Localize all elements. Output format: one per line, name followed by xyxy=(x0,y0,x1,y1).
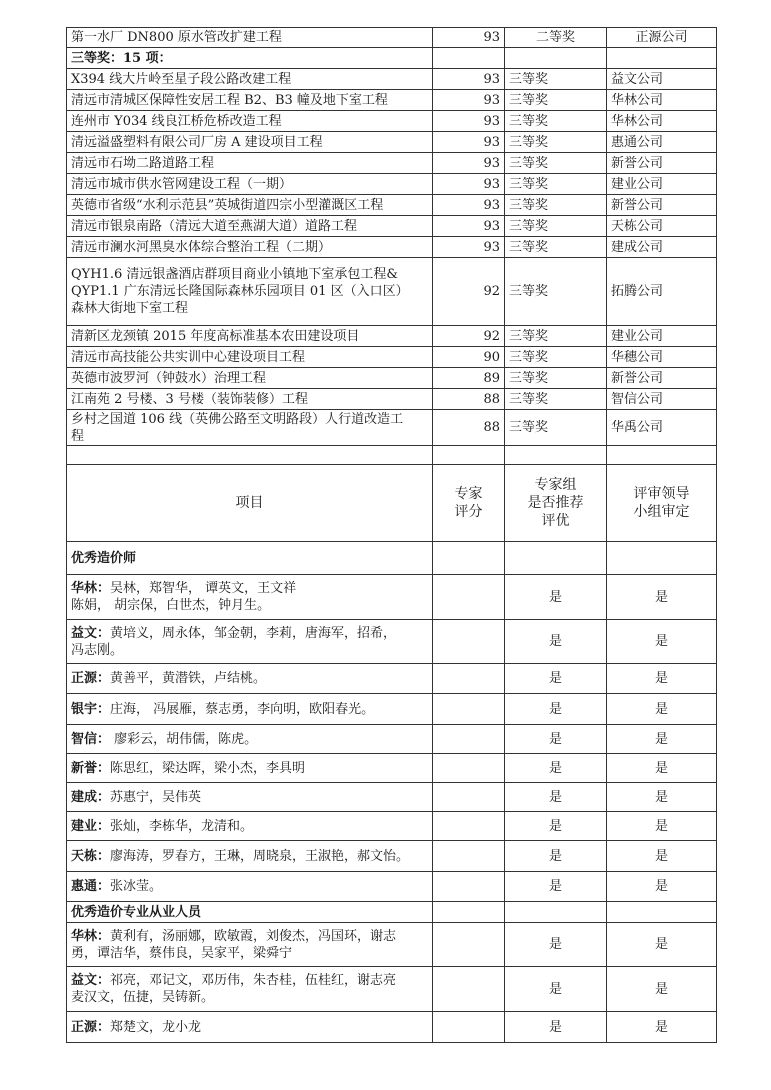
project-cell: 清远市城市供水管网建设工程（一期） xyxy=(67,174,433,195)
score-cell xyxy=(433,754,505,783)
section-row xyxy=(67,542,717,575)
table-row xyxy=(67,28,717,48)
score-cell xyxy=(433,923,505,967)
table-row xyxy=(67,153,717,174)
table-row xyxy=(67,872,717,902)
org-label: 益文： xyxy=(71,973,111,988)
approve-cell: 是 xyxy=(607,841,717,872)
names-cell xyxy=(67,694,433,725)
section-title: 优秀造价专业从业人员 xyxy=(67,902,433,923)
company-cell: 华林公司 xyxy=(607,111,717,132)
project-cell: 清远市澜水河黑臭水体综合整治工程（二期） xyxy=(67,237,433,258)
names-text: 黄利有，汤丽娜，欧敏霞，刘俊杰，冯国环，谢志 xyxy=(110,928,397,944)
org-label: 建成： xyxy=(71,789,111,805)
company-cell: 建成公司 xyxy=(607,237,717,258)
project-cell: 清远市清城区保障性安居工程 B2、B3 幢及地下室工程 xyxy=(67,90,433,111)
approve-cell: 是 xyxy=(607,812,717,841)
names-line xyxy=(71,701,428,718)
score-cell: 93 xyxy=(433,174,505,195)
third-prize-group xyxy=(67,326,717,410)
header-line: 小组审定 xyxy=(633,504,690,520)
table-row xyxy=(67,258,717,326)
recommend-cell: 是 xyxy=(505,725,607,754)
score-cell: 93 xyxy=(433,69,505,90)
header-line: 评分 xyxy=(454,504,483,520)
score-cell: 93 xyxy=(433,132,505,153)
table-row xyxy=(67,174,717,195)
recommend-cell: 是 xyxy=(505,620,607,664)
level-cell: 三等奖 xyxy=(505,195,607,216)
names-line xyxy=(71,731,428,748)
recommend-cell: 是 xyxy=(505,841,607,872)
header-line: 专家 xyxy=(454,486,483,502)
names-text: 祁亮，邓记文，邓历伟，朱杏桂，伍桂红，谢志亮 xyxy=(110,973,397,988)
names-text: 张冰莹。 xyxy=(110,879,163,894)
names-line xyxy=(71,580,428,597)
org-label: 正源： xyxy=(71,1019,111,1035)
company-cell: 建业公司 xyxy=(607,174,717,195)
approve-cell: 是 xyxy=(607,575,717,620)
level-cell: 三等奖 xyxy=(505,258,607,326)
table-row xyxy=(67,694,717,725)
company-cell: 华穗公司 xyxy=(607,347,717,368)
recommend-cell: 是 xyxy=(505,694,607,725)
names-cell xyxy=(67,783,433,812)
section-group xyxy=(67,575,717,902)
level-cell: 三等奖 xyxy=(505,368,607,389)
names-line xyxy=(71,625,428,642)
names-cell xyxy=(67,1012,433,1043)
header-line: 专家组 xyxy=(534,477,577,493)
project-cell: 清远溢盛塑料有限公司厂房 A 建设项目工程 xyxy=(67,132,433,153)
level-cell: 三等奖 xyxy=(505,132,607,153)
company-cell: 华禹公司 xyxy=(607,410,717,446)
org-label: 智信： xyxy=(71,731,111,747)
table-row xyxy=(67,575,717,620)
project-cell xyxy=(67,258,433,326)
names-line: 勇，谭洁华，蔡伟良，吴家平，梁舜宁 xyxy=(71,945,293,961)
project-cell xyxy=(67,410,433,446)
score-cell xyxy=(433,841,505,872)
approve-cell: 是 xyxy=(607,967,717,1012)
score-cell: 93 xyxy=(433,216,505,237)
project-cell: 清远市石坳二路道路工程 xyxy=(67,153,433,174)
score-cell xyxy=(433,725,505,754)
company-cell: 正源公司 xyxy=(607,28,717,48)
table-row xyxy=(67,90,717,111)
project-line: 森林大街地下室工程 xyxy=(71,301,189,316)
score-cell: 89 xyxy=(433,368,505,389)
org-label: 银宇： xyxy=(71,701,111,717)
table-row xyxy=(67,725,717,754)
header-recommend xyxy=(505,465,607,542)
level-cell: 三等奖 xyxy=(505,237,607,258)
table-row xyxy=(67,967,717,1012)
table-row xyxy=(67,69,717,90)
third-prize-heading: 三等奖：15 项： xyxy=(67,48,433,69)
table-row xyxy=(67,237,717,258)
score-cell xyxy=(433,664,505,694)
project-line: QYH1.6 清远银盏酒店群项目商业小镇地下室承包工程& xyxy=(71,267,398,282)
table-row xyxy=(67,783,717,812)
score-cell: 93 xyxy=(433,111,505,132)
company-cell: 新誉公司 xyxy=(607,195,717,216)
table-row xyxy=(67,620,717,664)
level-cell: 三等奖 xyxy=(505,216,607,237)
level-cell: 三等奖 xyxy=(505,90,607,111)
company-cell: 建业公司 xyxy=(607,326,717,347)
company-cell: 华林公司 xyxy=(607,90,717,111)
approve-cell: 是 xyxy=(607,923,717,967)
score-cell xyxy=(433,694,505,725)
project-line: QYP1.1 广东清远长隆国际森林乐园项目 01 区（入口区） xyxy=(71,284,409,299)
recommend-cell: 是 xyxy=(505,754,607,783)
project-line: 程 xyxy=(71,428,85,444)
names-cell xyxy=(67,812,433,841)
score-cell xyxy=(433,812,505,841)
approve-cell: 是 xyxy=(607,1012,717,1043)
approve-cell: 是 xyxy=(607,694,717,725)
names-line xyxy=(71,878,428,895)
score-cell: 90 xyxy=(433,347,505,368)
section-title: 优秀造价师 xyxy=(67,542,433,575)
approve-cell: 是 xyxy=(607,725,717,754)
names-line xyxy=(71,760,428,777)
approve-cell: 是 xyxy=(607,664,717,694)
table-row xyxy=(67,841,717,872)
header-project: 项目 xyxy=(67,465,433,542)
project-line: 乡村之国道 106 线（英佛公路至文明路段）人行道改造工 xyxy=(71,411,404,427)
table-row xyxy=(67,216,717,237)
level-cell: 三等奖 xyxy=(505,389,607,410)
level-cell: 三等奖 xyxy=(505,69,607,90)
names-text: 郑楚文，龙小龙 xyxy=(110,1019,202,1035)
names-text: 黄培义，周永体，邹金朝，李莉，唐海军，招希， xyxy=(110,625,397,641)
section-group xyxy=(67,923,717,1043)
table-row xyxy=(67,389,717,410)
score-cell xyxy=(433,620,505,664)
table-row xyxy=(67,195,717,216)
level-cell: 二等奖 xyxy=(505,28,607,48)
names-line xyxy=(71,1019,428,1036)
company-cell: 益文公司 xyxy=(607,69,717,90)
names-cell xyxy=(67,664,433,694)
level-cell: 三等奖 xyxy=(505,111,607,132)
org-label: 益文： xyxy=(71,625,111,641)
table-row xyxy=(67,368,717,389)
score-cell: 93 xyxy=(433,195,505,216)
score-cell: 93 xyxy=(433,28,505,48)
level-cell: 三等奖 xyxy=(505,174,607,195)
company-cell: 拓腾公司 xyxy=(607,258,717,326)
company-cell: 智信公司 xyxy=(607,389,717,410)
names-cell xyxy=(67,575,433,620)
project-cell: X394 线大片岭至星子段公路改建工程 xyxy=(67,69,433,90)
score-cell: 92 xyxy=(433,326,505,347)
score-cell: 93 xyxy=(433,90,505,111)
project-cell: 江南苑 2 号楼、3 号楼（装饰装修）工程 xyxy=(67,389,433,410)
project-cell: 英德市波罗河（钟鼓水）治理工程 xyxy=(67,368,433,389)
score-cell: 93 xyxy=(433,237,505,258)
header-expert-score xyxy=(433,465,505,542)
approve-cell: 是 xyxy=(607,783,717,812)
names-text: 张灿，李栋华，龙清和。 xyxy=(110,818,254,834)
table-row xyxy=(67,326,717,347)
table-row xyxy=(67,923,717,967)
names-line xyxy=(71,972,428,989)
score-cell: 88 xyxy=(433,389,505,410)
header-line: 是否推荐 xyxy=(527,495,584,511)
project-cell: 清远市银泉南路（清远大道至燕湖大道）道路工程 xyxy=(67,216,433,237)
names-cell xyxy=(67,841,433,872)
level-cell: 三等奖 xyxy=(505,326,607,347)
org-label: 新誉： xyxy=(71,760,111,776)
recommend-cell: 是 xyxy=(505,664,607,694)
project-cell: 清新区龙颈镇 2015 年度高标准基本农田建设项目 xyxy=(67,326,433,347)
table-row xyxy=(67,347,717,368)
score-cell: 92 xyxy=(433,258,505,326)
recommend-cell: 是 xyxy=(505,872,607,902)
names-line: 麦汉文，伍捷，吴铸新。 xyxy=(71,990,215,1005)
table-row xyxy=(67,446,717,465)
names-line xyxy=(71,789,428,806)
table-row xyxy=(67,111,717,132)
header-line: 评优 xyxy=(541,513,570,529)
approve-cell: 是 xyxy=(607,754,717,783)
project-cell: 第一水厂 DN800 原水管改扩建工程 xyxy=(67,28,433,48)
names-text: 庄海， 冯展雁，蔡志勇，李向明，欧阳春光。 xyxy=(110,701,375,717)
score-cell xyxy=(433,575,505,620)
org-label: 惠通： xyxy=(71,879,111,894)
company-cell: 新誉公司 xyxy=(607,368,717,389)
level-cell: 三等奖 xyxy=(505,347,607,368)
score-cell xyxy=(433,783,505,812)
recommend-cell: 是 xyxy=(505,923,607,967)
names-line xyxy=(71,670,428,687)
level-cell: 三等奖 xyxy=(505,153,607,174)
names-text: 陈思红，梁达晖，梁小杰，李具明 xyxy=(110,760,306,776)
table-row xyxy=(67,48,717,69)
names-line: 冯志刚。 xyxy=(71,642,124,658)
names-cell xyxy=(67,923,433,967)
section-row xyxy=(67,902,717,923)
level-cell: 三等奖 xyxy=(505,410,607,446)
company-cell: 天栋公司 xyxy=(607,216,717,237)
score-cell xyxy=(433,967,505,1012)
approve-cell: 是 xyxy=(607,620,717,664)
awards-table xyxy=(66,27,717,1043)
table-row xyxy=(67,664,717,694)
recommend-cell: 是 xyxy=(505,575,607,620)
score-cell xyxy=(433,872,505,902)
names-line xyxy=(71,818,428,835)
header-line: 评审领导 xyxy=(633,486,690,502)
names-text: 黄善平，黄潜铁，卢结桃。 xyxy=(110,671,267,686)
names-line: 陈娟， 胡宗保，白世杰，钟月生。 xyxy=(71,598,271,613)
names-text: 吴林，郑智华， 谭英文，王文祥 xyxy=(110,581,297,596)
project-cell: 英德市省级“水利示范县”英城街道四宗小型灌溉区工程 xyxy=(67,195,433,216)
names-cell xyxy=(67,872,433,902)
recommend-cell: 是 xyxy=(505,783,607,812)
company-cell: 新誉公司 xyxy=(607,153,717,174)
org-label: 建业： xyxy=(71,818,111,834)
org-label: 华林： xyxy=(71,581,111,596)
org-label: 正源： xyxy=(71,671,111,686)
table-row xyxy=(67,132,717,153)
score-cell: 88 xyxy=(433,410,505,446)
org-label: 天栋： xyxy=(71,848,111,864)
score-cell: 93 xyxy=(433,153,505,174)
names-text: 廖海涛，罗春方，王琳，周晓泉，王淑艳，郝文怡。 xyxy=(110,848,410,864)
names-cell xyxy=(67,967,433,1012)
names-text: 苏惠宁，吴伟英 xyxy=(110,789,202,805)
table-row xyxy=(67,812,717,841)
third-prize-group xyxy=(67,69,717,258)
table-row xyxy=(67,410,717,446)
names-cell xyxy=(67,620,433,664)
project-cell: 连州市 Y034 线良江桥危桥改造工程 xyxy=(67,111,433,132)
names-line xyxy=(71,928,428,945)
recommend-cell: 是 xyxy=(505,1012,607,1043)
org-label: 华林： xyxy=(71,928,111,944)
names-cell xyxy=(67,725,433,754)
table-row xyxy=(67,1012,717,1043)
score-cell xyxy=(433,1012,505,1043)
recommend-cell: 是 xyxy=(505,967,607,1012)
header-row xyxy=(67,465,717,542)
recommend-cell: 是 xyxy=(505,812,607,841)
names-line xyxy=(71,848,428,865)
header-approval xyxy=(607,465,717,542)
table-row xyxy=(67,754,717,783)
company-cell: 惠通公司 xyxy=(607,132,717,153)
project-cell: 清远市高技能公共实训中心建设项目工程 xyxy=(67,347,433,368)
approve-cell: 是 xyxy=(607,872,717,902)
names-text: 廖彩云，胡伟儒，陈虎。 xyxy=(110,731,258,747)
names-cell xyxy=(67,754,433,783)
